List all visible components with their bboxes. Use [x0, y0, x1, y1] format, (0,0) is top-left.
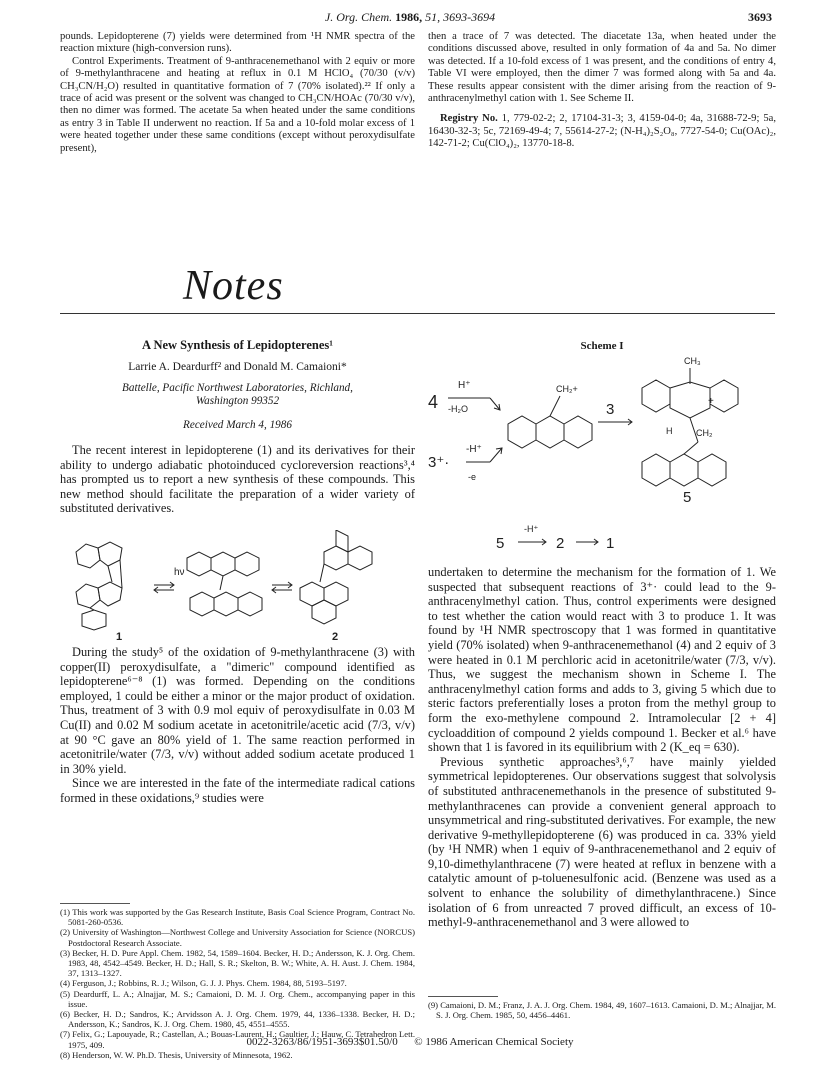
citation-pages: 3693-3694: [443, 10, 496, 24]
registry-text: 1, 779-02-2; 2, 17104-31-3; 3, 4159-04-0; 4a, 31688-72-9; 5a, 16430-32-3; 5c, 72169-49-4; 7, 55614-27-2; (N-H₄)₂S₂O₈, 7727-54-0; Cu(OAc)₂, 142-71-2; Cu(ClO₄)₂, 13770-18-8.: [428, 113, 776, 150]
scheme-r2-below: -e: [468, 472, 477, 482]
page-footer: [0, 1036, 820, 1048]
paragraph-oxidation-study: During the study⁵ of the oxidation of 9-methylanthracene (3) with copper(II) peroxydisulfate, a "dimeric" compound identified as lepidopterene⁶⁻⁸ (1) was formed. Depending on the conditions employed, 1 could be either a minor or the major product of oxidation. Thus, treatment of 3 with 0.9 mol equiv of peroxydisulfate in 0.03 M Cu(II) and 0.02 M sodium acetate in acetonitrile/acetic acid (7/3, v/v) at 90 °C gave an 80% yield of 1. The same reaction performed in acetonitrile/water (7/3, v/v) without added sodium acetate produced 1 in 30% yield.: [60, 645, 415, 776]
scheme-bottom-above: -H⁺: [524, 524, 539, 534]
structure-intermediate: [187, 552, 262, 616]
section-title: Notes: [183, 263, 284, 309]
scheme-r1-above: H⁺: [458, 380, 471, 391]
scheme-bottom-2: 2: [556, 535, 565, 552]
footnote-rule-right: [428, 996, 498, 997]
compound-5-structure: [642, 368, 738, 486]
footnote-7: (7) Felix, G.; Lapouyade, R.; Castellan, A.; Bouas-Laurent, H.; Gaultier, J.; Hauw, C. Tetrahedron Lett. 1975, 409.: [60, 1029, 415, 1050]
scheme-reactant-4: 4: [428, 392, 439, 412]
footnote-8: (8) Henderson, W. W. Ph.D. Thesis, University of Minnesota, 1962.: [60, 1049, 293, 1060]
hv-label: hν: [174, 567, 185, 578]
scheme-title: Scheme I: [580, 340, 624, 352]
footnotes-right: [428, 1000, 776, 1020]
top-right-paragraph: then a trace of 7 was detected. The diacetate 13a, when heated under the conditions discussed above, resulted in only formation of 4a and 5a. No dimer was detected. If a 10-fold excess of 1 was present, and the conditions of entry 4, Table VI were employed, then the dimer 7 was formed along with 5a and 4a. These results appear consistent with the dimer arising from the reaction of 9-anthracenylmethyl cation with 1. See Scheme II.: [428, 31, 776, 105]
scheme-i-diagram: [428, 352, 776, 560]
anthracenylmethyl-cation: [508, 396, 592, 448]
body-left: [60, 645, 415, 806]
section-rule: [60, 313, 775, 314]
footnote-6: (6) Becker, H. D.; Sandros, K.; Arvidsson A. J. Org. Chem. 1979, 44, 1336–1338. Becker, H. D.; Andersson, K.; Sandros, K. J. Org. Chem. 1980, 45, 4551–4555.: [60, 1009, 415, 1030]
top-left-line-1: pounds. Lepidopterene (7) yields were determined from ¹H NMR spectra of the reaction mixture (high-conversion runs).: [60, 31, 415, 55]
paragraph-mechanism: undertaken to determine the mechanism for the formation of 1. We suspected that subsequent reactions of 3⁺· could lead to the 9-anthracenylmethyl cation. Thus, control experiments were designed to test whether the cation would react with 3 to produce 1. It was found by ¹H NMR spectroscopy that 1 was formed in quantitative yield (70% isolated) when 9-anthracenemethanol (4) and 2 equiv of 3 were heated in 0.1 M perchloric acid in acetonitrile/water (7/3, v/v). Thus, we suggest the mechanism shown in Scheme I. The anthracenylmethyl cation forms and adds to 3, giving 5 which due to steric factors preferentially loses a proton from the methyl group to form the exo-methylene compound 2. Intramolecular [2 + 4] cycloaddition of compound 2 yields compound 1. Becker et al.⁶ have shown that 1 is favored in its equilibrium with 2 (K_eq = 630).: [428, 565, 776, 755]
paragraph-radical-cations: Since we are interested in the fate of the intermediate radical cations formed in these oxidations,⁹ studies were: [60, 776, 415, 805]
citation-year: 1986,: [395, 10, 423, 24]
copyright: © 1986 American Chemical Society: [414, 1036, 574, 1048]
scheme-plus: +: [708, 396, 714, 407]
compound-1-label: 1: [116, 631, 123, 642]
affiliation-line-1: Battelle, Pacific Northwest Laboratories, Richland,: [122, 382, 353, 394]
scheme-ch2: CH₂: [696, 428, 713, 438]
registry-label: Registry No.: [440, 113, 498, 125]
paragraph-synthetic-approaches: Previous synthetic approaches³,⁶,⁷ have mainly yielded symmetrical lepidopterenes. Our observations suggest that solvolysis of substituted anthracenemethanols in the presence of substituted 9-methylanthracenes can provide a convenient general approach to unsymmetrical and ring-substituted derivatives. For example, the new derivative 9-methyllepidopterene (6) was produced in ca. 33% yield (by ¹H NMR) when 1 equiv of 9-anthracenemethanol and 2 equiv of 9,10-dimethylanthracene (7) were heated at reflux in benzene with a catalytic amount of p-toluenesulfonic acid. (Benzene was used as a solvent to enhance the solubility of dimethylanthracene.) Since isolation of 6 from unreacted 7 proved difficult, an excess of 10-methyl-9-anthracenemethanol and 3 were allowed to: [428, 754, 776, 930]
control-experiments-paragraph: Control Experiments. Treatment of 9-anthracenemethanol with 2 equiv or more of 9-methylanthracene and heating at reflux in 0.1 M HClO₄ (70/30 (v/v) CH₃CN/H₂O) resulted in quantitative formation of 7 (70% isolated).²² If only a trace of acid was present or the solvent was changed to CH₃CN/HOAc (70/30 v/v), then no dimer was formed. The acetate 5a when heated under the same conditions as entry 3 in Table II underwent no reaction. If 5a and a 10-fold molar excess of 1 were heated together under these same conditions (except without peroxydisulfate present),: [60, 55, 415, 154]
footnote-4: (4) Ferguson, J.; Robbins, R. J.; Wilson, G. J. J. Phys. Chem. 1984, 88, 5193–5197.: [60, 978, 347, 989]
footnote-rule-left: [60, 903, 130, 904]
scheme-r1-below: -H₂O: [448, 404, 468, 414]
citation-volume: 51,: [425, 10, 441, 24]
scheme-bottom-5: 5: [496, 535, 505, 552]
body-right: [428, 565, 776, 930]
running-header: [0, 10, 820, 25]
received-date: Received March 4, 1986: [183, 419, 292, 431]
registry-numbers: [428, 113, 776, 150]
abstract: [60, 443, 415, 516]
journal-name: J. Org. Chem.: [324, 10, 393, 24]
footnote-3: (3) Becker, H. D. Pure Appl. Chem. 1982, 54, 1589–1604. Becker, H. D.; Andersson, K. J. Org. Chem. 1983, 48, 4542–4549. Becker, H. D.; Hall, S. R.; Skelton, B. W.; White, A. H. Aust. J. Chem. 1984, 37, 1313–1327.: [60, 947, 415, 979]
manuscript-code: 0022-3263/86/1951-3693$01.50/0: [246, 1036, 398, 1048]
affiliation-line-2: Washington 99352: [195, 395, 280, 407]
article-title: A New Synthesis of Lepidopterenes¹: [141, 338, 334, 352]
scheme-compound-5: 5: [683, 489, 692, 506]
footnote-2: (2) University of Washington—Northwest College and University Association for Science (NORCUS) Postdoctoral Research Associate.: [60, 927, 415, 948]
structure-1: [76, 542, 122, 630]
top-right-column: [428, 31, 776, 151]
page-number: 3693: [748, 10, 772, 24]
scheme-h: H: [666, 426, 673, 436]
scheme-ch3: CH₃: [684, 356, 701, 366]
scheme-ch2-cation: CH₂+: [556, 384, 578, 394]
footnote-5: (5) Deardurff, L. A.; Alnajjar, M. S.; Camaioni, D. M. J. Org. Chem., accompanying paper in this issue.: [60, 988, 415, 1009]
scheme-bottom-1: 1: [606, 535, 615, 552]
footnote-1: (1) This work was supported by the Gas Research Institute, Basis Coal Science Program, Contract No. 5081-260-0536.: [60, 907, 415, 928]
abstract-text: The recent interest in lepidopterene (1) and its derivatives for their ability to undergo adiabatic photoinduced cycloreversion reactions³,⁴ has prompted us to report a new synthesis of these compounds. This new method should facilitate the preparation of a wider variety of substituted derivatives.: [60, 443, 415, 516]
structure-2: [300, 530, 372, 624]
compound-2-label: 2: [332, 631, 339, 642]
top-left-column: [60, 31, 415, 155]
article-authors: Larrie A. Deardurff² and Donald M. Camaioni*: [128, 361, 347, 373]
scheme-arrow-3-label: 3: [606, 401, 615, 418]
footnote-9: (9) Camaioni, D. M.; Franz, J. A. J. Org. Chem. 1984, 49, 1607–1613. Camaioni, D. M.; Alnajjar, M. S. J. Org. Chem. 1985, 50, 4456–4461.: [428, 1000, 776, 1021]
lepidopterene-equilibrium-figure: [62, 530, 412, 642]
scheme-reactant-3-radical: 3⁺·: [428, 454, 450, 471]
affiliation: [60, 382, 415, 408]
scheme-r2-above: -H⁺: [466, 444, 482, 455]
